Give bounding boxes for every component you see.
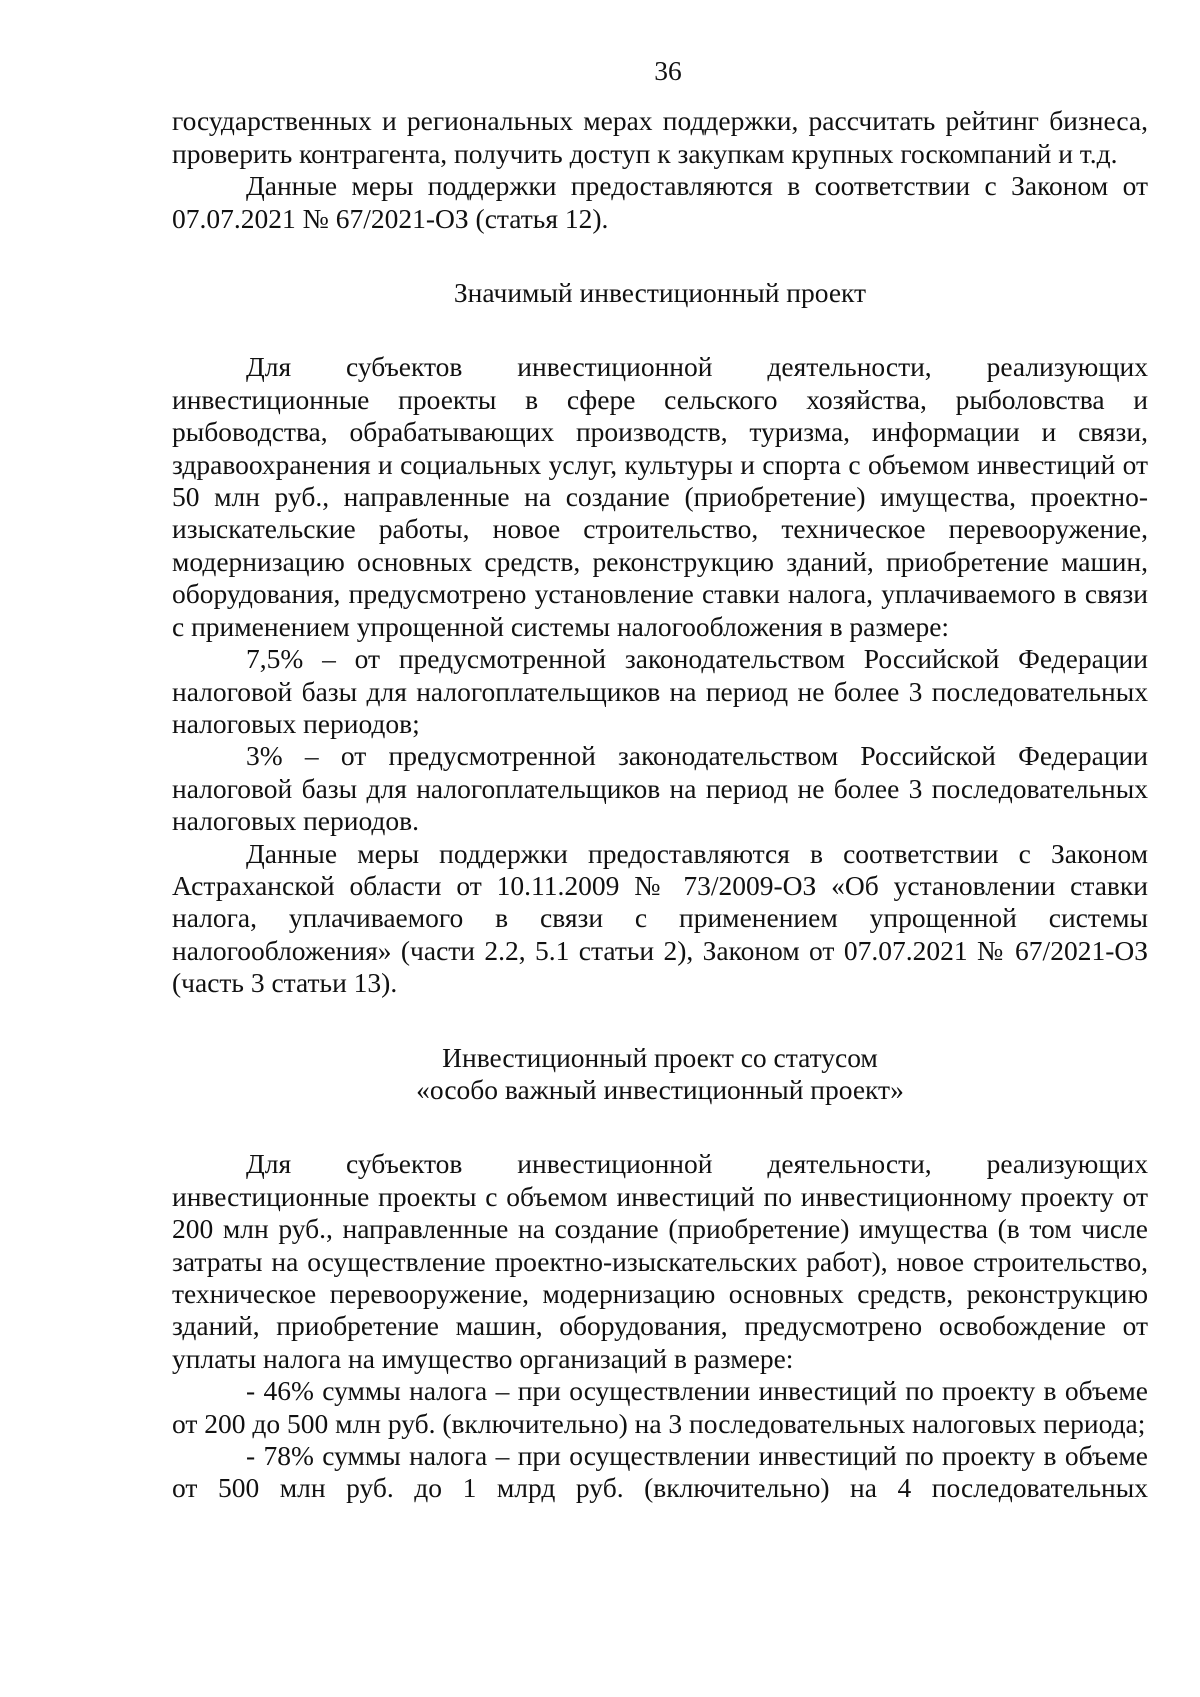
significant-paragraph-4: Данные меры поддержки предоставляются в соответствии с Законом Астраханской области от 10.11.2009 № 73/2009-ОЗ «Об установлении ставки налога, уплачиваемого в связи с применением упрощенной системы налогообложения» (части 2.2, 5.1 статьи 2), Законом от 07.07.2021 № 67/2021-ОЗ (часть 3 статьи 13). <box>172 837 1148 999</box>
intro-paragraph-1: государственных и региональных мерах поддержки, рассчитать рейтинг бизнеса, проверить контрагента, получить доступ к закупкам крупных госкомпаний и т.д. <box>172 105 1148 169</box>
important-paragraph-1: Для субъектов инвестиционной деятельности, реализующих инвестиционные проекты с объемом инвестиций по инвестиционному проекту от 200 млн руб., направленные на создание (приобретение) имущества (в том числе затраты на осуществление проектно-изыскательских работ), новое строительство, техническое перевооружение, модернизацию основных средств, реконструкцию зданий, приобретение машин, оборудования, предусмотрено освобождение от уплаты налога на имущество организаций в размере: <box>172 1148 1148 1374</box>
important-paragraph-3: - 78% суммы налога – при осуществлении инвестиций по проекту в объеме от 500 млн руб. до 1 млрд руб. (включительно) на 4 последовательных <box>172 1440 1148 1504</box>
intro-paragraph-2: Данные меры поддержки предоставляются в соответствии с Законом от 07.07.2021 № 67/2021-ОЗ (статья 12). <box>172 170 1148 234</box>
document-page <box>172 55 1148 1505</box>
significant-paragraph-1: Для субъектов инвестиционной деятельности, реализующих инвестиционные проекты в сфере сельского хозяйства, рыболовства и рыбоводства, обрабатывающих производств, туризма, информации и связи, здравоохранения и социальных услуг, культуры и спорта с объемом инвестиций от 50 млн руб., направленные на создание (приобретение) имущества, проектно-изыскательские работы, новое строительство, техническое перевооружение, модернизацию основных средств, реконструкцию зданий, приобретение машин, оборудования, предусмотрено установление ставки налога, уплачиваемого в связи с применением упрощенной системы налогообложения в размере: <box>172 351 1148 642</box>
significant-paragraph-3: 3% – от предусмотренной законодательством Российской Федерации налоговой базы для налогоплательщиков на период не более 3 последовательных налоговых периодов. <box>172 740 1148 837</box>
heading-line-1: Инвестиционный проект со статусом <box>442 1041 878 1073</box>
important-paragraph-2: - 46% суммы налога – при осуществлении инвестиций по проекту в объеме от 200 до 500 млн руб. (включительно) на 3 последовательных налоговых периода; <box>172 1375 1148 1439</box>
section-heading-especially-important-project <box>172 1042 1148 1107</box>
page-number: 36 <box>654 55 682 86</box>
section-heading-significant-project: Значимый инвестиционный проект <box>453 277 867 309</box>
heading-line-2: «особо важный инвестиционный проект» <box>416 1073 904 1105</box>
significant-paragraph-2: 7,5% – от предусмотренной законодательством Российской Федерации налоговой базы для налогоплательщиков на период не более 3 последовательных налоговых периодов; <box>172 643 1148 739</box>
